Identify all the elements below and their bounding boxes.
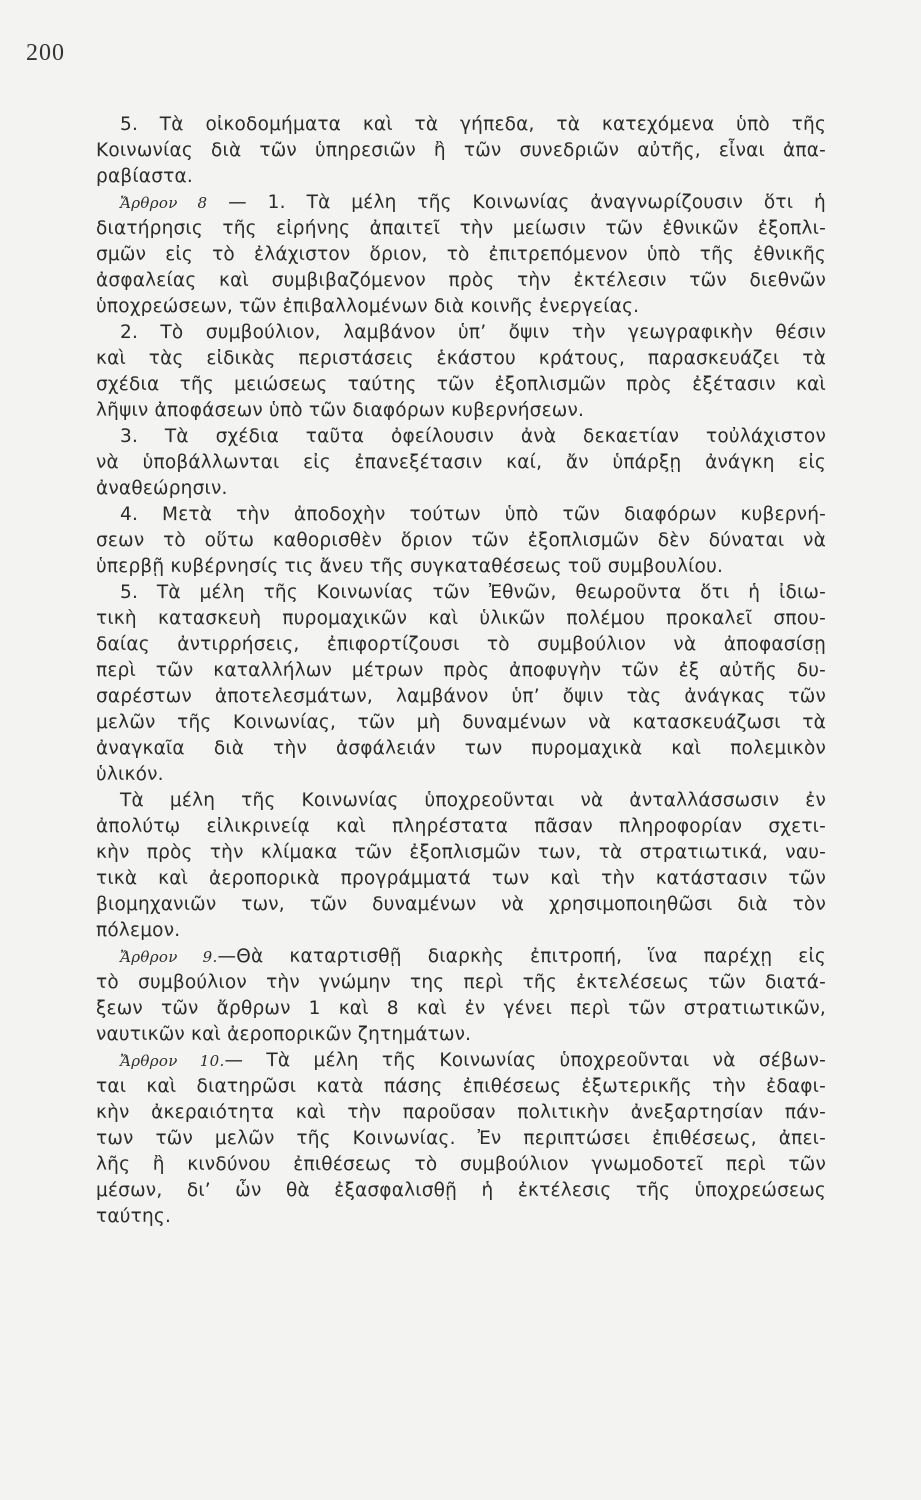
line-text: ται καὶ διατηρῶσι κατὰ πάσης ἐπιθέσεως ἐξωτερικῆς τὴν ἐδαφι-: [96, 1076, 826, 1097]
line-text: κὴν ἀκεραιότητα καὶ τὴν παροῦσαν πολιτικὴν ἀνεξαρτησίαν πάν-: [96, 1102, 826, 1123]
article-heading: Ἄρθρον 9.: [120, 948, 218, 966]
line-text: μέσων, δι’ ὧν θὰ ἐξασφαλισθῇ ἡ ἐκτέλεσις τῆς ὑποχρεώσεως: [96, 1180, 826, 1201]
article-heading: Ἄρθρον 10.: [120, 1052, 225, 1070]
text-line: [96, 1178, 826, 1204]
line-text: καὶ τὰς εἰδικὰς περιστάσεις ἑκάστου κράτους, παρασκευάζει τὰ: [96, 348, 826, 369]
text-line: [96, 1074, 826, 1100]
line-text: — 1. Τὰ μέλη τῆς Κοινωνίας ἀναγνωρίζουσιν ὅτι ἡ: [207, 192, 826, 213]
line-text: 2. Τὸ συμβούλιον, λαμβάνον ὑπ’ ὄψιν τὴν γεωγραφικὴν θέσιν: [120, 322, 826, 343]
text-line: [96, 1152, 826, 1178]
text-line: [96, 684, 826, 710]
text-line: [96, 1022, 826, 1048]
text-line: [96, 190, 826, 216]
text-line: [96, 1100, 826, 1126]
line-text: —Θὰ καταρτισθῇ διαρκὴς ἐπιτροπή, ἵνα παρέχῃ εἰς: [217, 946, 826, 967]
text-line: [96, 294, 826, 320]
line-text: κὴν πρὸς τὴν κλίμακα τῶν ἐξοπλισμῶν των, τὰ στρατιωτικά, ναυ-: [96, 842, 826, 863]
text-line: [96, 996, 826, 1022]
text-line: [96, 632, 826, 658]
line-text: ναυτικῶν καὶ ἀεροπορικῶν ζητημάτων.: [96, 1024, 472, 1045]
text-line: [96, 268, 826, 294]
text-line: [96, 476, 826, 502]
line-text: νὰ ὑποβάλλωνται εἰς ἐπανεξέτασιν καί, ἄν ὑπάρξῃ ἀνάγκη εἰς: [96, 452, 826, 473]
line-text: 3. Τὰ σχέδια ταῦτα ὀφείλουσιν ἀνὰ δεκαετίαν τοὐλάχιστον: [120, 426, 826, 447]
text-line: [96, 762, 826, 788]
line-text: 5. Τὰ μέλη τῆς Κοινωνίας τῶν Ἐθνῶν, θεωροῦντα ὅτι ἡ ἰδιω-: [120, 582, 826, 603]
page-body-text: [96, 112, 826, 1230]
line-text: σμῶν εἰς τὸ ἐλάχιστον ὅριον, τὸ ἐπιτρεπόμενον ὑπὸ τῆς ἐθνικῆς: [96, 244, 826, 265]
line-text: 5. Τὰ οἰκοδομήματα καὶ τὰ γήπεδα, τὰ κατεχόμενα ὑπὸ τῆς: [120, 114, 826, 135]
text-line: [96, 866, 826, 892]
text-line: [96, 398, 826, 424]
text-line: [96, 216, 826, 242]
line-text: των τῶν μελῶν τῆς Κοινωνίας. Ἐν περιπτώσει ἐπιθέσεως, ἀπει-: [96, 1128, 826, 1149]
text-line: [96, 242, 826, 268]
line-text: ἀναγκαῖα διὰ τὴν ἀσφάλειάν των πυρομαχικὰ καὶ πολεμικὸν: [96, 738, 826, 759]
text-line: [96, 892, 826, 918]
text-line: [96, 112, 826, 138]
text-line: [96, 138, 826, 164]
text-line: [96, 944, 826, 970]
text-line: [96, 450, 826, 476]
text-line: [96, 502, 826, 528]
line-text: Τὰ μέλη τῆς Κοινωνίας ὑποχρεοῦνται νὰ ἀνταλλάσσωσιν ἐν: [120, 790, 826, 811]
text-line: [96, 1048, 826, 1074]
line-text: μελῶν τῆς Κοινωνίας, τῶν μὴ δυναμένων νὰ κατασκευάζωσι τὰ: [96, 712, 826, 733]
line-text: 4. Μετὰ τὴν ἀποδοχὴν τούτων ὑπὸ τῶν διαφόρων κυβερνή-: [120, 504, 826, 525]
text-line: [96, 528, 826, 554]
line-text: διατήρησις τῆς εἰρήνης ἀπαιτεῖ τὴν μείωσιν τῶν ἐθνικῶν ἐξοπλι-: [96, 218, 826, 239]
page-number: 200: [26, 40, 65, 66]
line-text: ἀναθεώρησιν.: [96, 478, 228, 499]
text-line: [96, 710, 826, 736]
text-line: [96, 658, 826, 684]
text-line: [96, 814, 826, 840]
line-text: σεων τὸ οὕτω καθορισθὲν ὅριον τῶν ἐξοπλισμῶν δὲν δύναται νὰ: [96, 530, 826, 551]
text-line: [96, 580, 826, 606]
text-line: [96, 424, 826, 450]
line-text: ραβίαστα.: [96, 166, 193, 187]
line-text: τὸ συμβούλιον τὴν γνώμην της περὶ τῆς ἐκτελέσεως τῶν διατά-: [96, 972, 826, 993]
line-text: περὶ τῶν καταλλήλων μέτρων πρὸς ἀποφυγὴν τῶν ἐξ αὐτῆς δυ-: [96, 660, 826, 681]
article-heading: Ἄρθρον 8: [120, 194, 208, 212]
line-text: ἀσφαλείας καὶ συμβιβαζόμενον πρὸς τὴν ἐκτέλεσιν τῶν διεθνῶν: [96, 270, 826, 291]
text-line: [96, 840, 826, 866]
text-line: [96, 788, 826, 814]
text-line: [96, 736, 826, 762]
text-line: [96, 164, 826, 190]
line-text: βιομηχανιῶν των, τῶν δυναμένων νὰ χρησιμοποιηθῶσι διὰ τὸν: [96, 894, 826, 915]
line-text: λῆψιν ἀποφάσεων ὑπὸ τῶν διαφόρων κυβερνήσεων.: [96, 400, 585, 421]
line-text: ὑλικόν.: [96, 764, 164, 785]
text-line: [96, 554, 826, 580]
text-line: [96, 372, 826, 398]
line-text: ταύτης.: [96, 1206, 172, 1227]
line-text: πόλεμον.: [96, 920, 181, 941]
line-text: σχέδια τῆς μειώσεως ταύτης τῶν ἐξοπλισμῶν πρὸς ἐξέτασιν καὶ: [96, 374, 826, 395]
text-line: [96, 1204, 826, 1230]
line-text: ξεων τῶν ἄρθρων 1 καὶ 8 καὶ ἐν γένει περὶ τῶν στρατιωτικῶν,: [96, 998, 826, 1019]
line-text: ὑποχρεώσεων, τῶν ἐπιβαλλομένων διὰ κοινῆς ἐνεργείας.: [96, 296, 640, 317]
line-text: δαίας ἀντιρρήσεις, ἐπιφορτίζουσι τὸ συμβούλιον νὰ ἀποφασίσῃ: [96, 634, 826, 655]
line-text: λῆς ἢ κινδύνου ἐπιθέσεως τὸ συμβούλιον γνωμοδοτεῖ περὶ τῶν: [96, 1154, 826, 1175]
line-text: τικὰ καὶ ἀεροπορικὰ προγράμματά των καὶ τὴν κατάστασιν τῶν: [96, 868, 826, 889]
line-text: τικὴ κατασκευὴ πυρομαχικῶν καὶ ὑλικῶν πολέμου προκαλεῖ σπου-: [96, 608, 826, 629]
text-line: [96, 320, 826, 346]
line-text: ἀπολύτῳ εἰλικρινείᾳ καὶ πληρέστατα πᾶσαν πληροφορίαν σχετι-: [96, 816, 826, 837]
line-text: — Τὰ μέλη τῆς Κοινωνίας ὑποχρεοῦνται νὰ σέβων-: [224, 1050, 826, 1071]
line-text: Κοινωνίας διὰ τῶν ὑπηρεσιῶν ἢ τῶν συνεδριῶν αὐτῆς, εἶναι ἀπα-: [96, 140, 826, 161]
text-line: [96, 970, 826, 996]
text-line: [96, 918, 826, 944]
text-line: [96, 346, 826, 372]
line-text: ὑπερβῇ κυβέρνησίς τις ἄνευ τῆς συγκαταθέσεως τοῦ συμβουλίου.: [96, 556, 724, 577]
line-text: σαρέστων ἀποτελεσμάτων, λαμβάνον ὑπ’ ὄψιν τὰς ἀνάγκας τῶν: [96, 686, 826, 707]
text-line: [96, 1126, 826, 1152]
text-line: [96, 606, 826, 632]
